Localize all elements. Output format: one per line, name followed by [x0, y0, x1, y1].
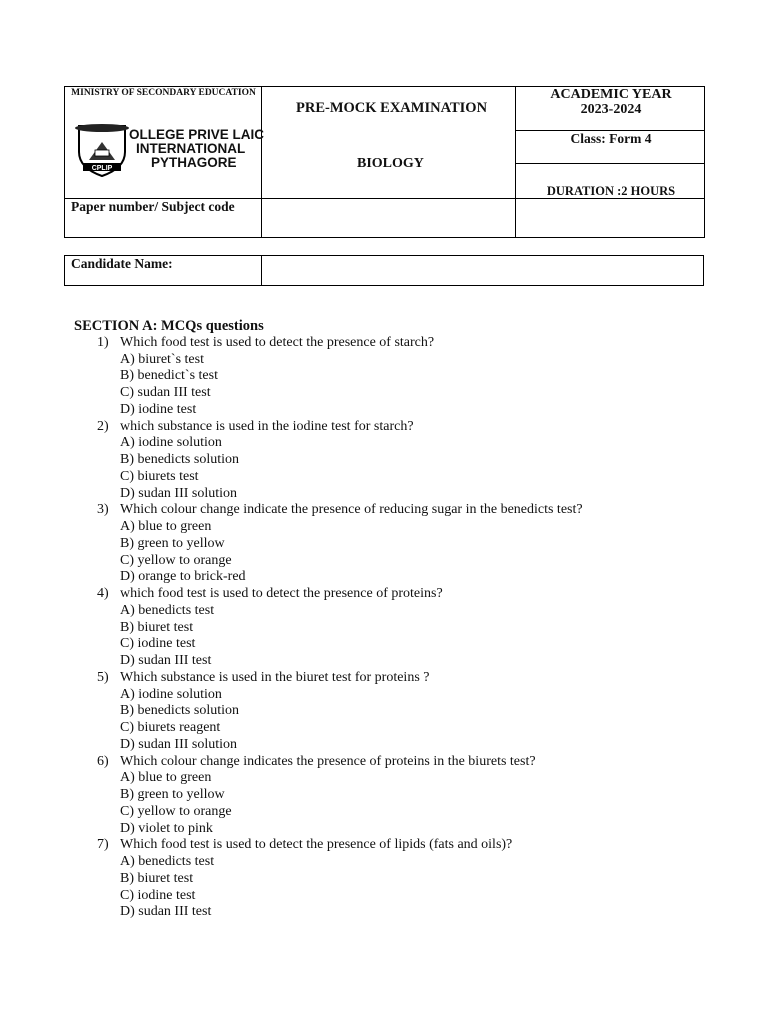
answer-option: C) biurets test: [120, 468, 199, 484]
answer-option: B) biuret test: [120, 870, 194, 886]
row-divider: [516, 163, 704, 164]
question-row: [74, 586, 583, 603]
answer-option: D) violet to pink: [120, 820, 213, 836]
logo-text: CPLIP: [91, 165, 113, 172]
answer-option: D) sudan III test: [120, 653, 212, 668]
class-label: Class: Form 4: [570, 131, 652, 146]
subject-name: BIOLOGY: [357, 156, 424, 171]
answer-option: B) green to yellow: [120, 787, 225, 802]
answer-option: D) iodine test: [120, 401, 197, 417]
answer-option: B) biuret test: [120, 619, 194, 635]
question-text: Which substance is used in the biuret test for proteins ?: [120, 669, 430, 685]
answer-option: D) sudan III solution: [120, 485, 238, 501]
answer-option: B) benedicts solution: [120, 703, 239, 719]
question-item: [74, 670, 583, 754]
question-number: 4): [97, 586, 109, 601]
answer-option: A) blue to green: [120, 519, 212, 534]
question-number: 7): [97, 837, 109, 853]
answer-option: C) yellow to orange: [120, 552, 232, 568]
answer-option: C) yellow to orange: [120, 803, 232, 819]
answer-option: C) sudan III test: [120, 385, 211, 400]
question-row: [74, 335, 583, 352]
candidate-name-box: [64, 255, 704, 286]
question-item: [74, 754, 583, 838]
question-number: 6): [97, 753, 109, 769]
question-item: [74, 586, 583, 670]
question-text: Which food test is used to detect the presence of starch?: [120, 334, 435, 350]
question-row: [74, 419, 583, 436]
question-number: 2): [97, 418, 109, 434]
answer-option: C) biurets reagent: [120, 720, 221, 735]
question-row: [74, 754, 583, 771]
school-name-line1: OLLEGE PRIVE LAIC: [129, 127, 265, 142]
question-text: which substance is used in the iodine test for starch?: [120, 418, 414, 434]
question-row: [74, 837, 583, 854]
answer-option: C) iodine test: [120, 887, 196, 903]
answer-option: A) blue to green: [120, 770, 212, 786]
answer-option: A) benedicts test: [120, 854, 215, 869]
question-number: 1): [97, 334, 109, 350]
answer-option: B) benedicts solution: [120, 452, 239, 467]
section-title: SECTION A: MCQs questions: [74, 318, 264, 334]
exam-title: PRE-MOCK EXAMINATION: [296, 100, 488, 116]
duration-label: DURATION :2 HOURS: [546, 184, 676, 198]
question-text: Which colour change indicate the presence of reducing sugar in the benedicts test?: [120, 502, 583, 518]
candidate-name-field[interactable]: [262, 256, 703, 285]
question-item: [74, 837, 583, 921]
answer-option: C) iodine test: [120, 636, 196, 652]
exam-header-table: [64, 86, 705, 238]
question-row: [74, 670, 583, 687]
answer-option: A) benedicts test: [120, 602, 215, 618]
answer-option: A) iodine solution: [120, 686, 222, 702]
answer-option: B) benedict`s test: [120, 368, 218, 384]
academic-year-label: ACADEMIC YEAR: [550, 87, 672, 102]
question-number: 5): [97, 669, 109, 685]
answer-option: D) sudan III test: [120, 904, 212, 920]
ministry-name: MINISTRY OF SECONDARY EDUCATION: [71, 88, 256, 98]
question-item: [74, 419, 583, 503]
question-text: which food test is used to detect the presence of proteins?: [120, 586, 443, 601]
answer-option: A) iodine solution: [120, 435, 222, 451]
question-text: Which food test is used to detect the presence of lipids (fats and oils)?: [120, 837, 513, 853]
school-name-line3: PYTHAGORE: [151, 155, 237, 170]
candidate-name-label: Candidate Name:: [71, 256, 173, 271]
question-number: 3): [97, 502, 109, 518]
question-item: [74, 502, 583, 586]
paper-number-label: Paper number/ Subject code: [71, 199, 235, 214]
answer-option: D) sudan III solution: [120, 736, 238, 752]
question-row: [74, 502, 583, 519]
column-divider: [261, 87, 262, 237]
mcq-section: [74, 318, 583, 921]
answer-option: A) biuret`s test: [120, 351, 204, 367]
school-logo: [73, 120, 131, 178]
academic-year: 2023-2024: [580, 102, 642, 117]
school-name-line2: INTERNATIONAL: [136, 141, 246, 156]
question-item: [74, 335, 583, 419]
question-text: Which colour change indicates the presence of proteins in the biurets test?: [120, 753, 536, 769]
answer-option: B) green to yellow: [120, 535, 225, 551]
answer-option: D) orange to brick-red: [120, 569, 246, 585]
